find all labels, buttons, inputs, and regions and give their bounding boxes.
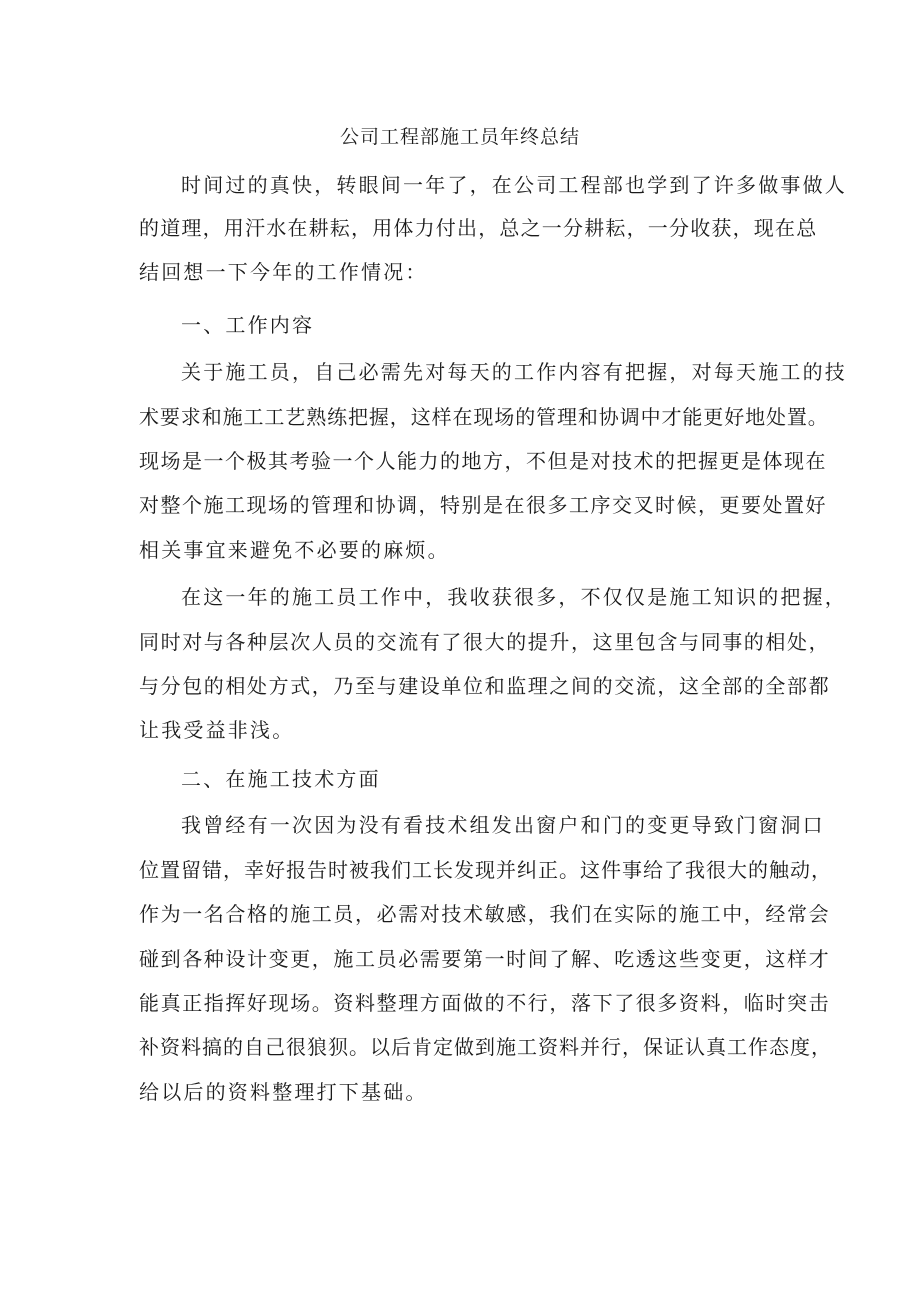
paragraph-line: 补资料搞的自己很狼狈。以后肯定做到施工资料并行，保证认真工作态度， (139, 1035, 832, 1059)
paragraph-line: 关于施工员，自己必需先对每天的工作内容有把握，对每天施工的技 (181, 360, 847, 384)
paragraph-line: 在这一年的施工员工作中，我收获很多，不仅仅是施工知识的把握， (181, 585, 847, 609)
paragraph-line: 的道理，用汗水在耕耘，用体力付出，总之一分耕耘，一分收获，现在总 (139, 216, 818, 240)
paragraph-line: 术要求和施工工艺熟练把握，这样在现场的管理和协调中才能更好地处置。 (139, 405, 829, 429)
document-title: 公司工程部施工员年终总结 (339, 126, 580, 148)
paragraph-line: 碰到各种设计变更，施工员必需要第一时间了解、吃透这些变更，这样才 (139, 947, 831, 971)
paragraph-line: 相关事宜来避免不必要的麻烦。 (139, 538, 450, 562)
section-heading-1: 一、工作内容 (181, 313, 315, 337)
paragraph-line: 现场是一个极其考验一个人能力的地方，不但是对技术的把握更是体现在 (139, 449, 827, 473)
paragraph-line: 让我受益非浅。 (139, 718, 295, 742)
paragraph-line: 同时对与各种层次人员的交流有了很大的提升，这里包含与同事的相处， (139, 630, 831, 654)
paragraph-line: 对整个施工现场的管理和协调，特别是在很多工序交叉时候，更要处置好 (139, 493, 827, 517)
paragraph-line: 作为一名合格的施工员，必需对技术敏感，我们在实际的施工中，经常会 (139, 902, 831, 926)
paragraph-line: 我曾经有一次因为没有看技术组发出窗户和门的变更导致门窗洞口 (181, 813, 825, 837)
paragraph-line: 结回想一下今年的工作情况： (139, 260, 428, 284)
paragraph-line: 能真正指挥好现场。资料整理方面做的不行，落下了很多资料，临时突击 (139, 991, 831, 1015)
paragraph-line: 与分包的相处方式，乃至与建设单位和监理之间的交流，这全部的全部都 (139, 674, 831, 698)
paragraph-line: 时间过的真快，转眼间一年了，在公司工程部也学到了许多做事做人 (181, 173, 847, 197)
paragraph-line: 给以后的资料整理打下基础。 (139, 1080, 428, 1104)
paragraph-line: 位置留错，幸好报告时被我们工长发现并纠正。这件事给了我很大的触动， (139, 858, 832, 882)
section-heading-2: 二、在施工技术方面 (181, 767, 381, 791)
